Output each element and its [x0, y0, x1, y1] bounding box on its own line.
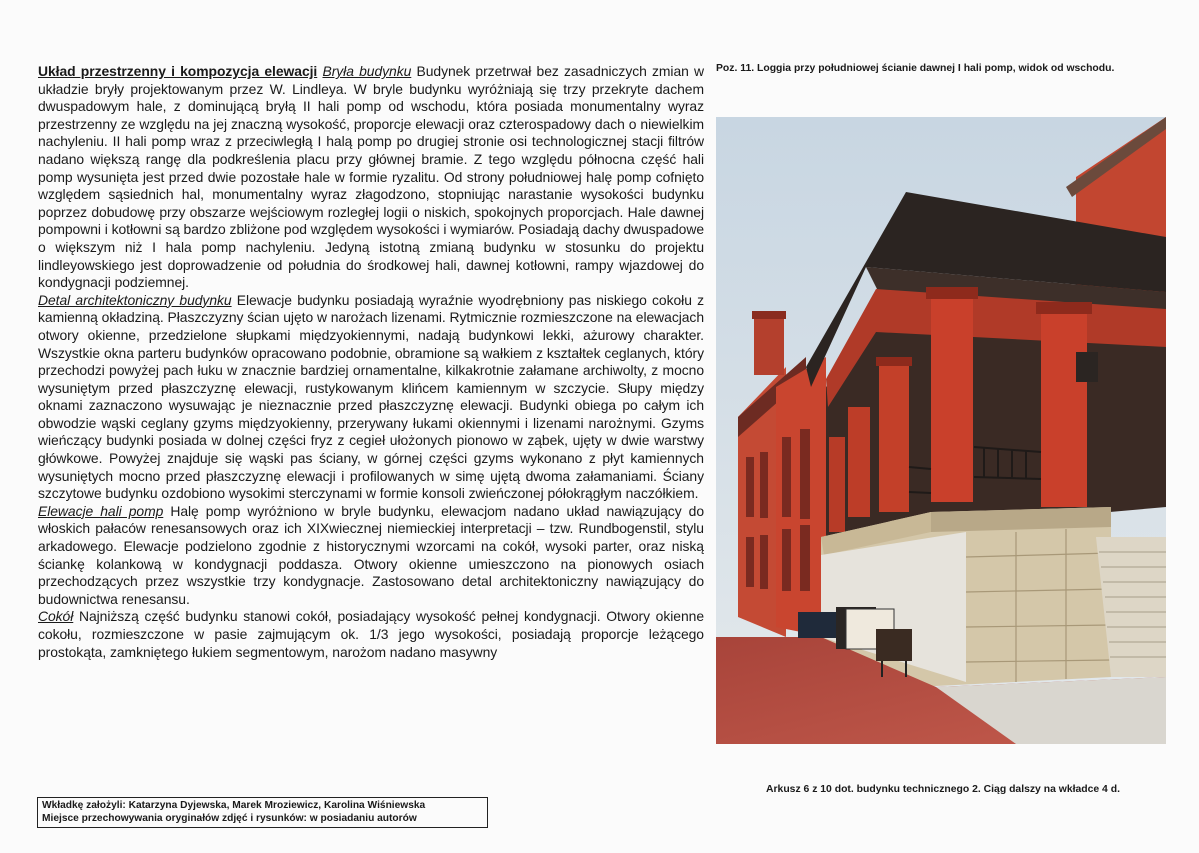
authors-box: [37, 797, 488, 828]
paragraph-elewacje: Halę pomp wyróżniono w bryle budynku, elewacjom nadano układ nawiązujący do włoskich pałaców renesansowych oraz ich XIXwiecznej niemieckiej interpretacji – tzw. Rundbogenstil, stylu arkadowego. Elewacje podzielono zgodnie z historycznymi wzorcami na cokół, wysoki parter, oraz niską ściankę kolankową w kondygnacji poddasza. Otwory okienne umieszczono na pionowych osiach przechodzących przez wszystkie trzy kondygnacje. Zastosowano detal architektoniczny nawiązujący do budownictwa renesansu.: [38, 502, 705, 607]
paragraph-cokol: Najniższą część budynku stanowi cokół, posiadający wysokość pełnej kondygnacji. Otwory okienne cokołu, rozmieszczone w pasie zajmującym ok. 1/3 jego wysokości, posiadają proporcje leżącego prostokąta, zamkniętego łukiem segmentowym, narożom nadano masywny: [38, 608, 704, 660]
section-detail: [38, 292, 704, 503]
paragraph-bryla: Budynek przetrwał bez zasadniczych zmian w układzie bryły projektowanym przez W. Lindleya. W bryle budynku wyróżniają się trzy przekryte dachem dwuspadowym hale, z dominującą bryłą II hali pomp od wschodu, która posiada monumentalny wyraz przestrzenny ze względu na jej znaczną wysokość, proporcje elewacji oraz czterospadowy dach o niewielkim nachyleniu. II hali pomp wraz z przeciwległą I halą pomp po drugiej stronie osi technologicznej stacji filtrów nadano większą rangę dla podkreślenia placu przy głównej bramie. Z tego względu północna część hali pomp wysunięta jest przed dwie pozostałe hale w formie ryzalitu. Od strony południowej halę pomp cofnięto względem sąsiednich hal, monumentalny wyraz złagodzono, stopniując narastanie wysokości budynku poprzez dobudowę przy obszarze wejściowym rozległej logii o niskich, spokojnych proporcjach. Hale dawnej pompowni i kotłowni są bardzo zbliżone pod względem wysokości i wymiarów. Posiadają dachy dwuspadowe o większym niż I hala pomp nachyleniu. Jedyną istotną zmianą budynku w stosunku do projektu lindleyowskiego jest doprowadzenie od południa do środkowej hali, dawnej kotłowni, rampy wjazdowej do kondygnacji podziemnej.: [38, 63, 705, 291]
description-text: [38, 63, 704, 661]
section-layout: [38, 63, 704, 292]
chimney: [754, 315, 784, 375]
section-plinth: [38, 608, 704, 661]
subheading-bryla: Bryła budynku: [322, 63, 412, 79]
loggia-photo: [716, 117, 1166, 744]
sheet-note: Arkusz 6 z 10 dot. budynku technicznego 2. Ciąg dalszy na wkładce 4 d.: [766, 784, 1120, 795]
loggia-illustration: [716, 117, 1166, 744]
subheading-cokol: Cokół: [38, 608, 74, 625]
subheading-elewacje: Elewacje hali pomp: [38, 502, 164, 519]
paragraph-detal: Elewacje budynku posiadają wyraźnie wyodrębniony pas niskiego cokołu z kamienną okładziną. Płaszczyzny ścian ujęto w narożach lizenami. Rytmicznie rozmieszczone na elewacjach otwory okienne, przedzielone słupkami międzyokiennymi, nadają budynkowi lekki, ażurowy charakter. Wszystkie okna parteru budynków opracowano podobnie, obramione są wałkiem z kształtek ceglanych, który przechodzi powyżej pach łuku w znacznie bardziej ornamentalne, kilkakrotnie załamane archiwolty, z mocno wysuniętym przed płaszczyznę elewacji, rustykowanym klińcem kamiennym w szczycie. Słupy między oknami zaznaczono wysuwając je nieznacznie przed płaszczyznę elewacji. Budynki obiega po całym ich obwodzie wąski ceglany gzyms międzyokienny, przerywany łukami okiennymi i lizenami narożnymi. Gzyms wieńczący budynki posiada w dolnej części fryz z cegieł ułożonych pionowo w ząbek, ujęty w dwie warstwy główkowe. Powyżej znajduje się wąski pas ściany, w górnej części gzyms wykonano z płyt kamiennych wysuniętych mocno przed płaszczyznę elewacji i profilowanych w simę ujętą dwoma załamaniami. Ściany szczytowe budynku ozdobiono wysokimi sterczynami w formie konsoli zwieńczonej półokrągłym naczółkiem.: [38, 291, 704, 502]
storage-line: Miejsce przechowywania oryginałów zdjęć i rysunków: w posiadaniu autorów: [42, 813, 417, 824]
wall-lamp: [1076, 352, 1098, 382]
section-heading: Układ przestrzenny i kompozycja elewacji: [38, 63, 318, 79]
photo-caption: Poz. 11. Loggia przy południowej ścianie dawnej I hali pomp, widok od wschodu.: [716, 63, 1115, 74]
authors-line: Wkładkę założyli: Katarzyna Dyjewska, Marek Mroziewicz, Karolina Wiśniewska: [42, 800, 426, 811]
subheading-detal: Detal architektoniczny budynku: [38, 291, 232, 308]
section-elevations: [38, 503, 704, 609]
